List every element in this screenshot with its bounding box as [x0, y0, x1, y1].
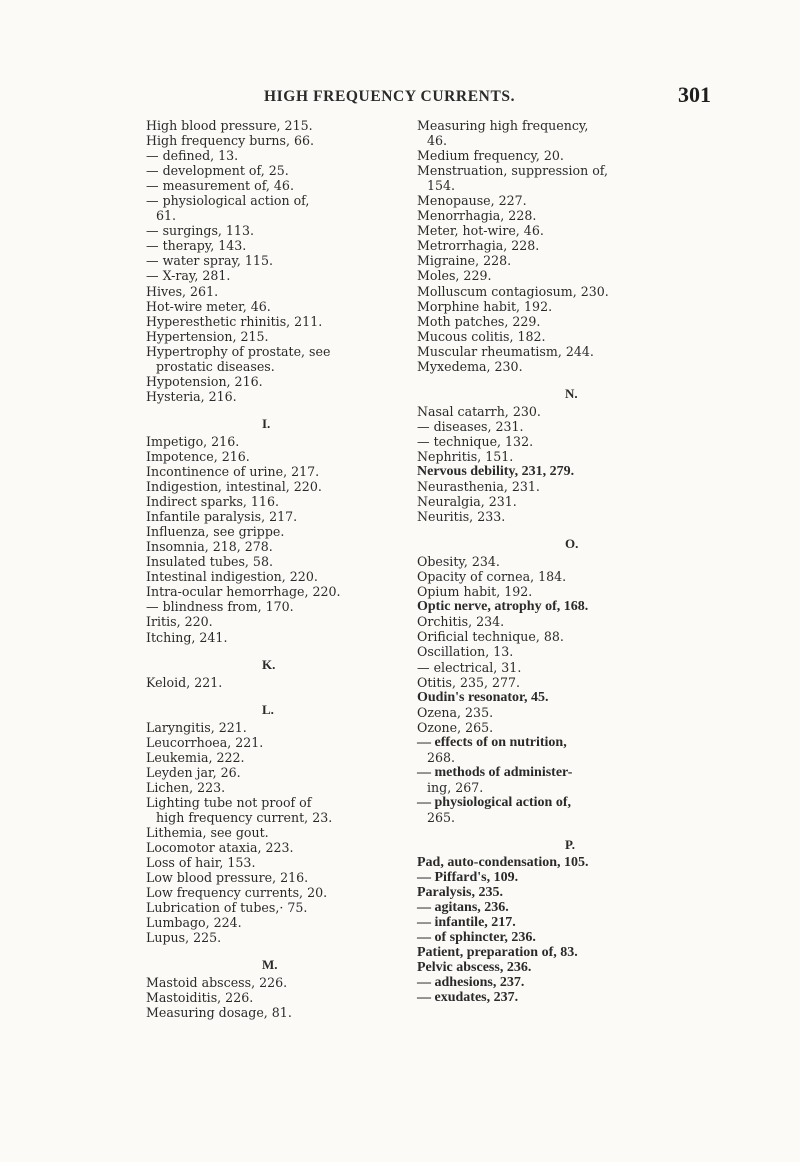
index-entry: Nasal catarrh, 230. — [417, 403, 541, 419]
index-entry: Neurasthenia, 231. — [417, 479, 540, 495]
index-entry: Measuring dosage, 81. — [146, 1005, 292, 1021]
index-entry: 61. — [156, 208, 177, 224]
index-entry: Lubrication of tubes,· 75. — [146, 900, 308, 916]
running-title: HIGH FREQUENCY CURRENTS. — [264, 88, 516, 105]
index-entry: Leyden jar, 26. — [146, 764, 241, 780]
index-subentry: — methods of administer- — [417, 764, 573, 780]
index-entry: Menstruation, suppression of, — [417, 163, 609, 179]
index-subentry: — water spray, 115. — [146, 253, 273, 269]
index-entry: Obesity, 234. — [417, 554, 500, 570]
index-entry: Otitis, 235, 277. — [417, 674, 521, 690]
index-entry: Intestinal indigestion, 220. — [146, 569, 318, 585]
section-gap — [417, 374, 800, 384]
index-entry: Itching, 241. — [146, 629, 228, 645]
section-gap — [417, 524, 800, 534]
section-gap — [417, 825, 800, 835]
index-entry: Indigestion, intestinal, 220. — [146, 479, 322, 495]
index-subentry: — diseases, 231. — [417, 418, 524, 434]
index-entry: Pad, auto-condensation, 105. — [417, 855, 589, 871]
index-entry: Loss of hair, 153. — [146, 855, 256, 871]
page-number: 301 — [678, 82, 711, 107]
index-entry: High frequency burns, 66. — [146, 133, 315, 149]
index-entry: Lupus, 225. — [146, 930, 222, 946]
index-entry: Lichen, 223. — [146, 779, 226, 795]
index-subentry: — effects of on nutrition, — [417, 734, 567, 750]
index-entry: Insomnia, 218, 278. — [146, 539, 273, 555]
index-subentry: — infantile, 217. — [417, 915, 516, 931]
index-entry: Opium habit, 192. — [417, 584, 533, 600]
index-subentry: — physiological action of, — [417, 794, 572, 810]
index-entry: Pelvic abscess, 236. — [417, 960, 532, 976]
index-entry: Low frequency currents, 20. — [146, 885, 328, 901]
index-entry: Neuralgia, 231. — [417, 494, 517, 510]
index-entry: Leukemia, 222. — [146, 749, 245, 765]
index-column-right — [417, 118, 800, 1005]
index-entry: Impetigo, 216. — [146, 433, 240, 449]
index-entry: Infantile paralysis, 217. — [146, 509, 298, 525]
index-entry: Hives, 261. — [146, 283, 219, 299]
index-entry: Mucous colitis, 182. — [417, 328, 546, 344]
index-entry: Nervous debility, 231, 279. — [417, 463, 575, 479]
index-entry: prostatic diseases. — [156, 358, 275, 374]
index-entry: Ozone, 265. — [417, 719, 494, 735]
index-entry: 268. — [427, 749, 456, 765]
index-entry: Nephritis, 151. — [417, 448, 514, 464]
index-entry: Measuring high frequency, — [417, 118, 589, 133]
index-subentry: — defined, 13. — [146, 148, 239, 164]
index-entry: Influenza, see grippe. — [146, 524, 285, 540]
index-entry: Mastoiditis, 226. — [146, 990, 254, 1006]
index-entry: Hysteria, 216. — [146, 388, 237, 404]
index-entry: Iritis, 220. — [146, 614, 213, 630]
index-subentry: — surgings, 113. — [146, 223, 254, 239]
index-subentry: — of sphincter, 236. — [417, 930, 536, 946]
index-subentry: — exudates, 237. — [417, 990, 519, 1006]
index-subentry: — technique, 132. — [417, 433, 534, 449]
index-entry: Oudin's resonator, 45. — [417, 689, 549, 705]
index-letter-heading: N. — [565, 385, 578, 401]
index-entry: High blood pressure, 215. — [146, 118, 313, 133]
index-entry: Keloid, 221. — [146, 674, 223, 690]
index-entry: Opacity of cornea, 184. — [417, 569, 567, 585]
index-entry: Moles, 229. — [417, 268, 492, 284]
running-header — [0, 80, 800, 110]
index-entry: Medium frequency, 20. — [417, 148, 564, 164]
index-entry: Menorrhagia, 228. — [417, 208, 537, 224]
index-entry: Orchitis, 234. — [417, 614, 505, 630]
index-entry: Muscular rheumatism, 244. — [417, 343, 594, 359]
index-letter-heading: M. — [262, 957, 278, 973]
index-letter-heading: P. — [565, 837, 575, 853]
index-entry: Optic nerve, atrophy of, 168. — [417, 599, 589, 615]
index-entry: Molluscum contagiosum, 230. — [417, 283, 609, 299]
index-entry: Laryngitis, 221. — [146, 719, 247, 735]
index-entry: Intra-ocular hemorrhage, 220. — [146, 584, 341, 600]
index-entry: Neuritis, 233. — [417, 509, 506, 525]
index-entry: Moth patches, 229. — [417, 313, 541, 329]
index-subentry: — electrical, 31. — [417, 659, 522, 675]
index-entry: Impotence, 216. — [146, 448, 250, 464]
index-subentry: — Piffard's, 109. — [417, 870, 519, 886]
index-entry: 46. — [427, 133, 448, 149]
index-entry: Metrorrhagia, 228. — [417, 238, 540, 254]
index-entry: Hyperesthetic rhinitis, 211. — [146, 313, 323, 329]
index-subentry: — blindness from, 170. — [146, 599, 294, 615]
index-subentry: — X-ray, 281. — [146, 268, 231, 284]
index-entry: Hypotension, 216. — [146, 373, 263, 389]
index-entry: Morphine habit, 192. — [417, 298, 553, 314]
index-entry: 265. — [427, 809, 456, 825]
index-entry: Lighting tube not proof of — [146, 794, 312, 810]
index-subentry: — measurement of, 46. — [146, 178, 294, 194]
index-entry: Lumbago, 224. — [146, 915, 242, 931]
index-subentry: — physiological action of, — [146, 193, 310, 209]
index-entry: Menopause, 227. — [417, 193, 527, 209]
index-subentry: — agitans, 236. — [417, 900, 509, 916]
index-entry: 154. — [427, 178, 456, 194]
index-letter-heading: L. — [262, 701, 274, 717]
index-subentry: — adhesions, 237. — [417, 975, 525, 991]
index-subentry: — therapy, 143. — [146, 238, 247, 254]
index-entry: Migraine, 228. — [417, 253, 512, 269]
index-entry: Hypertension, 215. — [146, 328, 269, 344]
index-entry: Meter, hot-wire, 46. — [417, 223, 544, 239]
index-entry: Incontinence of urine, 217. — [146, 463, 320, 479]
index-entry: ing, 267. — [427, 779, 484, 795]
index-entry: Orificial technique, 88. — [417, 629, 564, 645]
index-letter-heading: K. — [262, 656, 276, 672]
index-entry: Insulated tubes, 58. — [146, 554, 273, 570]
index-entry: Hypertrophy of prostate, see — [146, 343, 331, 359]
index-entry: Patient, preparation of, 83. — [417, 945, 578, 961]
index-entry: Myxedema, 230. — [417, 358, 523, 374]
index-entry: Indirect sparks, 116. — [146, 494, 279, 510]
index-subentry: — development of, 25. — [146, 163, 289, 179]
index-entry: Lithemia, see gout. — [146, 824, 269, 840]
index-entry: Paralysis, 235. — [417, 885, 503, 901]
index-letter-heading: I. — [262, 415, 271, 431]
index-entry: Leucorrhoea, 221. — [146, 734, 264, 750]
index-entry: high frequency current, 23. — [156, 809, 333, 825]
index-entry: Mastoid abscess, 226. — [146, 975, 288, 991]
index-entry: Hot-wire meter, 46. — [146, 298, 271, 314]
index-entry: Oscillation, 13. — [417, 644, 514, 660]
index-entry: Low blood pressure, 216. — [146, 870, 309, 886]
index-letter-heading: O. — [565, 536, 579, 552]
index-entry: Ozena, 235. — [417, 704, 494, 720]
index-entry: Locomotor ataxia, 223. — [146, 839, 294, 855]
